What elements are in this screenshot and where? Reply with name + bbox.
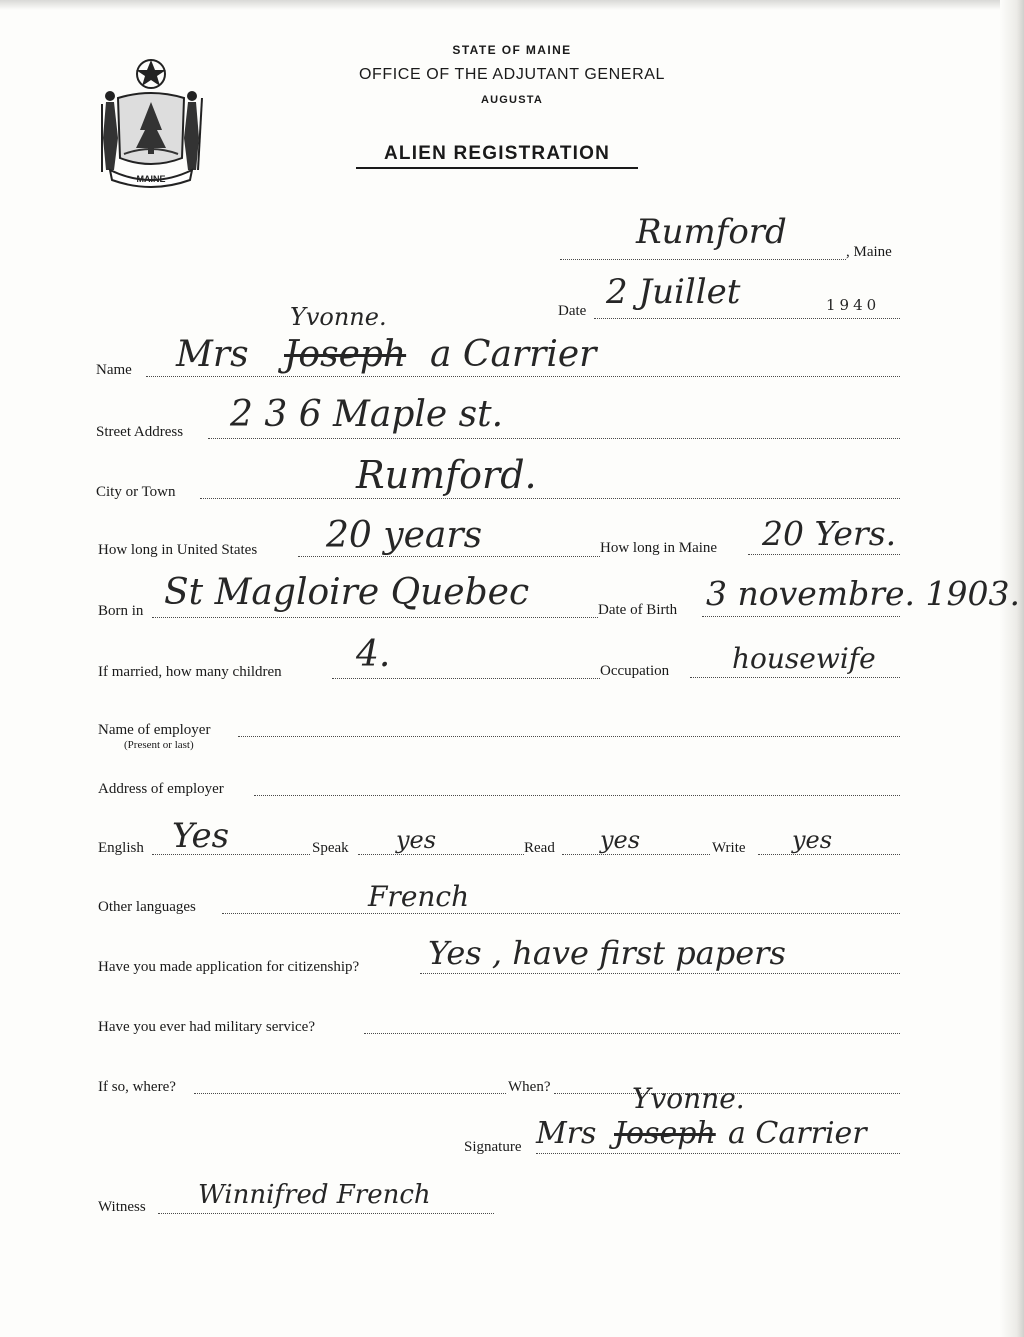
us-years-line [298, 556, 600, 557]
speak-label: Speak [312, 840, 349, 856]
signature-prefix: Mrs [536, 1116, 597, 1151]
occupation-label: Occupation [600, 663, 670, 679]
office-heading: OFFICE OF THE ADJUTANT GENERAL [358, 66, 666, 83]
signature-surname: a Carrier [728, 1116, 867, 1151]
speak-value: yes [396, 826, 437, 854]
occupation-value: housewife [732, 642, 876, 675]
dob-label: Date of Birth [598, 602, 678, 618]
children-value: 4. [356, 634, 391, 675]
read-label: Read [524, 840, 555, 856]
where-label: If so, where? [98, 1079, 176, 1095]
street-label: Street Address [96, 424, 184, 440]
when-label: When? [508, 1079, 551, 1095]
date-value: 2 Juillet [606, 272, 741, 312]
speak-line [358, 854, 524, 855]
date-year: 1940 [826, 296, 881, 314]
other-languages-label: Other languages [98, 899, 196, 915]
street-value: 2 3 6 Maple st. [230, 394, 504, 435]
street-line [208, 438, 900, 439]
maine-years-label: How long in Maine [600, 540, 718, 556]
where-line [194, 1093, 506, 1094]
military-line [364, 1033, 900, 1034]
dob-line [702, 616, 900, 617]
write-label: Write [712, 840, 746, 856]
employer-line [238, 736, 900, 737]
children-label: If married, how many children [98, 664, 282, 680]
employer-address-label: Address of employer [98, 781, 224, 797]
read-value: yes [600, 826, 641, 854]
employer-label: Name of employer [98, 722, 211, 738]
born-in-line [152, 617, 598, 618]
dob-value: 3 novembre. 1903. [706, 574, 1020, 613]
signature-line [536, 1153, 900, 1154]
name-correction: Yvonne. [290, 303, 387, 331]
military-label: Have you ever had military service? [98, 1019, 315, 1035]
name-line [146, 376, 900, 377]
write-value: yes [792, 826, 833, 854]
form-title: ALIEN REGISTRATION [356, 143, 638, 169]
signature-correction: Yvonne. [632, 1082, 745, 1115]
scan-edge [1000, 0, 1024, 1337]
maine-years-value: 20 Yers. [762, 514, 897, 553]
citizenship-line [420, 973, 900, 974]
city-value: Rumford. [356, 453, 537, 497]
read-line [562, 854, 710, 855]
children-line [332, 678, 600, 679]
name-surname: a Carrier [430, 334, 597, 375]
name-label: Name [96, 362, 132, 378]
place-line [560, 259, 846, 260]
witness-value: Winnifred French [198, 1180, 431, 1210]
date-line [594, 318, 900, 319]
occupation-line [690, 677, 900, 678]
english-value: Yes [172, 816, 230, 856]
witness-line [158, 1213, 494, 1214]
citizenship-value: Yes , have first papers [428, 934, 786, 972]
place-value: Rumford [636, 212, 787, 252]
name-struck: Joseph [284, 334, 407, 375]
signature-label: Signature [464, 1139, 522, 1155]
write-line [758, 854, 900, 855]
witness-label: Witness [98, 1199, 146, 1215]
born-in-value: St Magloire Quebec [164, 572, 530, 613]
svg-text:MAINE: MAINE [136, 174, 166, 184]
scan-edge [0, 0, 1024, 10]
born-in-label: Born in [98, 603, 144, 619]
employer-address-line [254, 795, 900, 796]
maine-years-line [748, 554, 900, 555]
city-label: City or Town [96, 484, 176, 500]
date-label: Date [558, 303, 587, 319]
signature-struck: Joseph [614, 1116, 716, 1151]
city-line [200, 498, 900, 499]
other-languages-value: French [368, 880, 470, 913]
citizenship-label: Have you made application for citizenship? [98, 959, 360, 975]
employer-sublabel: (Present or last) [124, 739, 194, 751]
other-languages-line [222, 913, 900, 914]
state-heading: STATE OF MAINE [452, 43, 572, 57]
city-heading: AUGUSTA [481, 94, 543, 106]
english-label: English [98, 840, 144, 856]
name-prefix: Mrs [176, 334, 249, 375]
maine-label: , Maine [846, 244, 892, 260]
us-years-value: 20 years [326, 515, 483, 556]
us-years-label: How long in United States [98, 542, 258, 558]
